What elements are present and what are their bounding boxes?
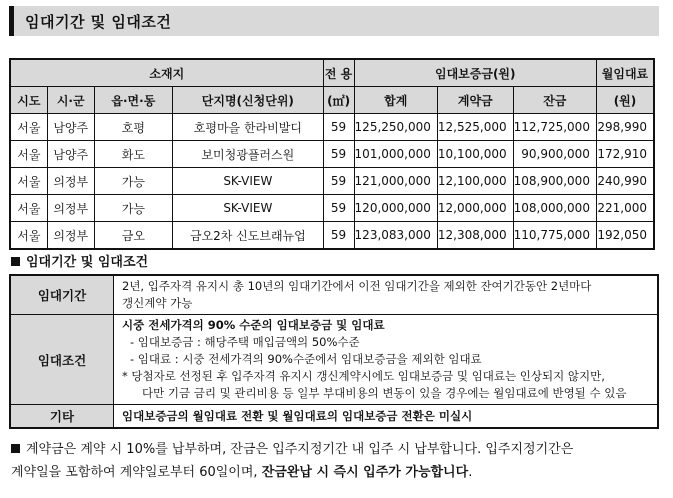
- header-total: 합계: [354, 87, 437, 114]
- period-label: 임대기간: [10, 275, 114, 315]
- etc-row: [10, 405, 658, 429]
- terms-line-1: 시중 전세가격의 90% 수준의 임대보증금 및 임대료: [122, 318, 385, 332]
- header-contract: 계약금: [437, 87, 513, 114]
- note-line-2-bold: 잔금완납 시 즉시 입주가 가능합니다: [261, 465, 469, 480]
- cell-contract: 12,100,000: [437, 168, 513, 195]
- header-balance: 잔금: [513, 87, 596, 114]
- section-heading: [11, 251, 148, 270]
- header-location: 소재지: [10, 59, 323, 87]
- cell-rent: 192,050: [596, 222, 654, 250]
- cell-total: 125,250,000: [354, 114, 437, 141]
- note-line-2: 계약일을 포함하여 계약일로부터 60일이며,: [11, 465, 262, 480]
- header-area-unit: (㎡): [323, 87, 354, 114]
- cell-eup: 호평: [94, 114, 172, 141]
- cell-balance: 108,000,000: [513, 195, 596, 222]
- cell-sido: 서울: [10, 195, 47, 222]
- cell-sido: 서울: [10, 114, 47, 141]
- terms-label: 임대조건: [10, 315, 114, 405]
- period-line-2: 갱신계약 가능: [122, 296, 193, 310]
- note-line-1: 계약금은 계약 시 10%를 납부하며, 잔금은 입주지정기간 내 입주 시 납부합니다. 입주지정기간은: [26, 442, 574, 457]
- cell-contract: 12,308,000: [437, 222, 513, 250]
- cell-sigun: 의정부: [47, 222, 94, 250]
- table-row: [10, 168, 654, 195]
- cell-eup: 화도: [94, 141, 172, 168]
- period-line-1: 2년, 입주자격 유지시 총 10년의 임대기간에서 이전 임대기간을 제외한 잔여기간동안 2년마다: [122, 279, 592, 293]
- header-complex: 단지명(신청단위): [173, 87, 323, 114]
- cell-total: 121,000,000: [354, 168, 437, 195]
- terms-row: [10, 315, 658, 405]
- cell-eup: 가능: [94, 168, 172, 195]
- cell-contract: 12,525,000: [437, 114, 513, 141]
- header-deposit: 임대보증금(원): [354, 59, 596, 87]
- cell-complex: SK-VIEW: [173, 195, 323, 222]
- table-row: [10, 222, 654, 250]
- cell-rent: 298,990: [596, 114, 654, 141]
- period-row: [10, 275, 658, 315]
- terms-content: [114, 315, 659, 405]
- terms-line-3: - 임대료 : 시중 전세가격의 90%수준에서 임대보증금을 제외한 임대료: [130, 352, 482, 366]
- cell-rent: 221,000: [596, 195, 654, 222]
- header-area-top: 전 용: [323, 59, 354, 87]
- cell-area: 59: [323, 195, 354, 222]
- cell-total: 101,000,000: [354, 141, 437, 168]
- period-content: [114, 275, 659, 315]
- cell-balance: 108,900,000: [513, 168, 596, 195]
- square-bullet-icon: [11, 257, 20, 266]
- cell-sigun: 남양주: [47, 141, 94, 168]
- table-row: [10, 141, 654, 168]
- cell-total: 123,083,000: [354, 222, 437, 250]
- terms-line-2: - 임대보증금 : 해당주택 매입금액의 50%수준: [130, 335, 360, 349]
- conditions-table: [9, 274, 659, 429]
- header-sido: 시도: [10, 87, 47, 114]
- page-title-bar: [9, 6, 659, 36]
- etc-label: 기타: [10, 405, 114, 429]
- terms-line-5: 다만 기금 금리 및 관리비용 등 일부 부대비용의 변동이 있을 경우에는 월임대료에 반영될 수 있음: [142, 386, 627, 400]
- page-title: 임대기간 및 임대조건: [25, 13, 172, 31]
- etc-content: 임대보증금의 월임대료 전환 및 월임대료의 임대보증금 전환은 미실시: [114, 405, 659, 429]
- table-row: [10, 114, 654, 141]
- cell-contract: 12,000,000: [437, 195, 513, 222]
- header-eup: 읍·면·동: [94, 87, 172, 114]
- payment-note: [11, 438, 661, 484]
- cell-rent: 240,990: [596, 168, 654, 195]
- square-bullet-icon: [11, 444, 20, 453]
- section-heading-text: 임대기간 및 임대조건: [26, 255, 149, 270]
- cell-complex: 보미청광플러스원: [173, 141, 323, 168]
- cell-area: 59: [323, 114, 354, 141]
- cell-sigun: 남양주: [47, 114, 94, 141]
- terms-line-4: * 당첨자로 선정된 후 입주자격 유지시 갱신계약시에도 임대보증금 및 임대료는 인상되지 않지만,: [122, 369, 605, 383]
- cell-rent: 172,910: [596, 141, 654, 168]
- cell-area: 59: [323, 222, 354, 250]
- header-rent-top: 월임대료: [596, 59, 654, 87]
- cell-total: 120,000,000: [354, 195, 437, 222]
- table-row: [10, 195, 654, 222]
- cell-contract: 10,100,000: [437, 141, 513, 168]
- cell-sido: 서울: [10, 222, 47, 250]
- cell-sigun: 의정부: [47, 195, 94, 222]
- cell-balance: 90,900,000: [513, 141, 596, 168]
- cell-area: 59: [323, 141, 354, 168]
- cell-complex: 호평마을 한라비발디: [173, 114, 323, 141]
- cell-sigun: 의정부: [47, 168, 94, 195]
- cell-balance: 110,775,000: [513, 222, 596, 250]
- cell-balance: 112,725,000: [513, 114, 596, 141]
- cell-eup: 가능: [94, 195, 172, 222]
- cell-complex: SK-VIEW: [173, 168, 323, 195]
- cell-area: 59: [323, 168, 354, 195]
- header-sigun: 시·군: [47, 87, 94, 114]
- rental-table: [9, 58, 655, 250]
- cell-complex: 금오2차 신도브래뉴업: [173, 222, 323, 250]
- cell-eup: 금오: [94, 222, 172, 250]
- header-rent-unit: (원): [596, 87, 654, 114]
- cell-sido: 서울: [10, 141, 47, 168]
- cell-sido: 서울: [10, 168, 47, 195]
- note-line-2-end: .: [468, 465, 473, 480]
